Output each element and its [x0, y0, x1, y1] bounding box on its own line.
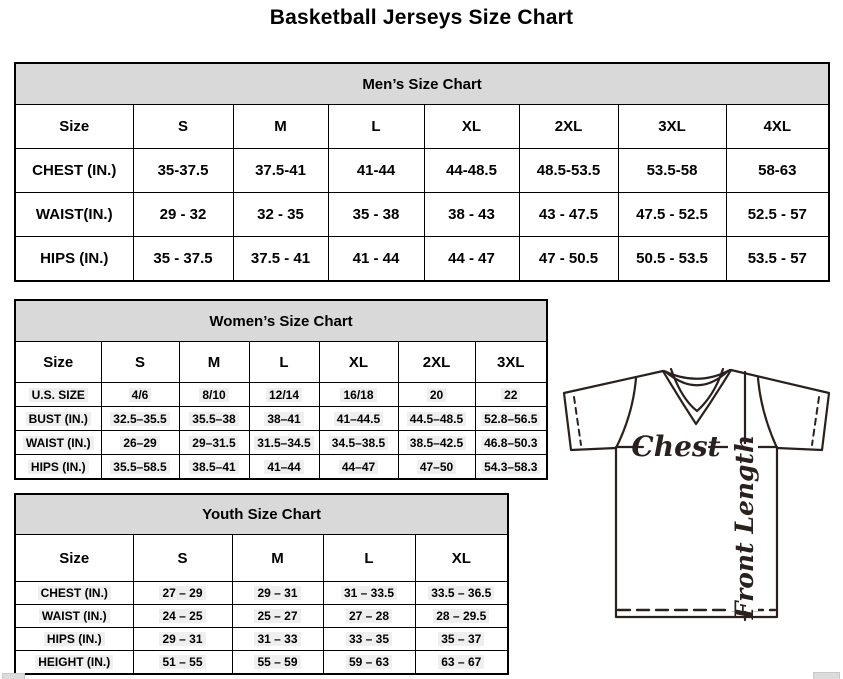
womens-size-cell: 41–44	[249, 455, 319, 480]
mens-size-cell: 38 - 43	[424, 193, 519, 237]
youth-column-header-row	[15, 535, 508, 582]
youth-row-label: HEIGHT (IN.)	[15, 651, 133, 675]
mens-column-header: M	[233, 105, 328, 149]
mens-column-header: S	[133, 105, 233, 149]
mens-size-cell: 35 - 38	[328, 193, 424, 237]
womens-data-row	[15, 431, 547, 455]
mens-size-cell: 50.5 - 53.5	[618, 237, 726, 282]
womens-size-cell: 32.5–35.5	[101, 407, 179, 431]
mens-size-cell: 47.5 - 52.5	[618, 193, 726, 237]
youth-column-header: Size	[15, 535, 133, 582]
youth-size-cell: 55 – 59	[232, 651, 323, 675]
mens-data-row	[15, 237, 829, 282]
youth-size-cell: 24 – 25	[133, 605, 232, 628]
womens-size-cell: 47–50	[398, 455, 475, 480]
womens-size-cell: 34.5–38.5	[319, 431, 398, 455]
womens-size-cell: 4/6	[101, 383, 179, 407]
womens-size-cell: 52.8–56.5	[475, 407, 547, 431]
mens-column-header: 4XL	[726, 105, 829, 149]
mens-size-cell: 44 - 47	[424, 237, 519, 282]
womens-size-cell: 16/18	[319, 383, 398, 407]
youth-size-cell: 31 – 33.5	[323, 582, 415, 605]
youth-size-cell: 33.5 – 36.5	[415, 582, 508, 605]
womens-row-label: HIPS (IN.)	[15, 455, 101, 480]
womens-column-header: XL	[319, 342, 398, 383]
mens-size-cell: 53.5 - 57	[726, 237, 829, 282]
scrollbar-fragment-right[interactable]	[813, 672, 840, 679]
mens-data-row	[15, 149, 829, 193]
mens-size-cell: 47 - 50.5	[519, 237, 618, 282]
womens-size-cell: 35.5–38	[179, 407, 249, 431]
mens-column-header: 3XL	[618, 105, 726, 149]
mens-size-cell: 58-63	[726, 149, 829, 193]
youth-size-cell: 25 – 27	[232, 605, 323, 628]
womens-size-cell: 8/10	[179, 383, 249, 407]
mens-row-label: HIPS (IN.)	[15, 237, 133, 282]
mens-size-cell: 43 - 47.5	[519, 193, 618, 237]
chest-label: Chest	[631, 430, 721, 463]
womens-size-cell: 38.5–42.5	[398, 431, 475, 455]
womens-size-cell: 26–29	[101, 431, 179, 455]
mens-size-cell: 37.5-41	[233, 149, 328, 193]
youth-section-header	[15, 494, 508, 535]
womens-size-cell: 38–41	[249, 407, 319, 431]
youth-section-title: Youth Size Chart	[15, 494, 508, 535]
mens-row-label: CHEST (IN.)	[15, 149, 133, 193]
mens-size-cell: 52.5 - 57	[726, 193, 829, 237]
youth-size-cell: 63 – 67	[415, 651, 508, 675]
womens-column-header: 2XL	[398, 342, 475, 383]
womens-size-cell: 44.5–48.5	[398, 407, 475, 431]
scrollbar-fragment-left[interactable]	[2, 673, 25, 679]
youth-data-row	[15, 651, 508, 675]
youth-column-header: S	[133, 535, 232, 582]
womens-size-cell: 35.5–58.5	[101, 455, 179, 480]
womens-column-header: L	[249, 342, 319, 383]
mens-size-cell: 32 - 35	[233, 193, 328, 237]
youth-size-cell: 51 – 55	[133, 651, 232, 675]
front-length-label: Front Length	[730, 434, 759, 620]
mens-data-row	[15, 193, 829, 237]
youth-column-header: XL	[415, 535, 508, 582]
womens-size-cell: 54.3–58.3	[475, 455, 547, 480]
womens-row-label: WAIST (IN.)	[15, 431, 101, 455]
womens-column-header: S	[101, 342, 179, 383]
mens-column-header: L	[328, 105, 424, 149]
youth-size-cell: 28 – 29.5	[415, 605, 508, 628]
womens-size-chart-table	[14, 299, 548, 480]
page-title: Basketball Jerseys Size Chart	[269, 6, 574, 29]
womens-column-header-row	[15, 342, 547, 383]
womens-size-cell: 22	[475, 383, 547, 407]
youth-data-row	[15, 582, 508, 605]
youth-row-label: CHEST (IN.)	[15, 582, 133, 605]
jersey-diagram-svg	[555, 355, 843, 679]
youth-data-row	[15, 628, 508, 651]
youth-size-cell: 29 – 31	[133, 628, 232, 651]
jersey-outline	[564, 370, 829, 617]
mens-size-cell: 44-48.5	[424, 149, 519, 193]
womens-data-row	[15, 407, 547, 431]
womens-row-label: BUST (IN.)	[15, 407, 101, 431]
womens-size-cell: 12/14	[249, 383, 319, 407]
youth-size-cell: 27 – 28	[323, 605, 415, 628]
womens-column-header: 3XL	[475, 342, 547, 383]
mens-section-title: Men’s Size Chart	[15, 63, 829, 105]
mens-size-cell: 41-44	[328, 149, 424, 193]
youth-column-header: M	[232, 535, 323, 582]
womens-data-row	[15, 455, 547, 480]
youth-size-cell: 59 – 63	[323, 651, 415, 675]
womens-size-cell: 20	[398, 383, 475, 407]
mens-size-cell: 29 - 32	[133, 193, 233, 237]
mens-size-cell: 53.5-58	[618, 149, 726, 193]
jersey-measurement-diagram	[555, 355, 843, 679]
womens-size-cell: 41–44.5	[319, 407, 398, 431]
mens-size-cell: 41 - 44	[328, 237, 424, 282]
youth-row-label: WAIST (IN.)	[15, 605, 133, 628]
mens-size-cell: 48.5-53.5	[519, 149, 618, 193]
mens-size-cell: 35 - 37.5	[133, 237, 233, 282]
mens-column-header: 2XL	[519, 105, 618, 149]
youth-size-cell: 27 – 29	[133, 582, 232, 605]
womens-size-cell: 44–47	[319, 455, 398, 480]
youth-size-cell: 31 – 33	[232, 628, 323, 651]
youth-column-header: L	[323, 535, 415, 582]
youth-row-label: HIPS (IN.)	[15, 628, 133, 651]
youth-size-cell: 29 – 31	[232, 582, 323, 605]
mens-column-header: Size	[15, 105, 133, 149]
womens-section-title: Women’s Size Chart	[15, 300, 547, 342]
mens-size-chart-table	[14, 62, 830, 282]
mens-size-cell: 37.5 - 41	[233, 237, 328, 282]
womens-size-cell: 38.5–41	[179, 455, 249, 480]
womens-size-cell: 29–31.5	[179, 431, 249, 455]
mens-row-label: WAIST(IN.)	[15, 193, 133, 237]
womens-column-header: Size	[15, 342, 101, 383]
mens-section-header	[15, 63, 829, 105]
mens-size-cell: 35-37.5	[133, 149, 233, 193]
womens-section-header	[15, 300, 547, 342]
youth-size-cell: 35 – 37	[415, 628, 508, 651]
mens-column-header-row	[15, 105, 829, 149]
womens-row-label: U.S. SIZE	[15, 383, 101, 407]
youth-data-row	[15, 605, 508, 628]
youth-size-chart-table	[14, 493, 509, 675]
womens-column-header: M	[179, 342, 249, 383]
womens-data-row	[15, 383, 547, 407]
womens-size-cell: 31.5–34.5	[249, 431, 319, 455]
mens-column-header: XL	[424, 105, 519, 149]
womens-size-cell: 46.8–50.3	[475, 431, 547, 455]
youth-size-cell: 33 – 35	[323, 628, 415, 651]
